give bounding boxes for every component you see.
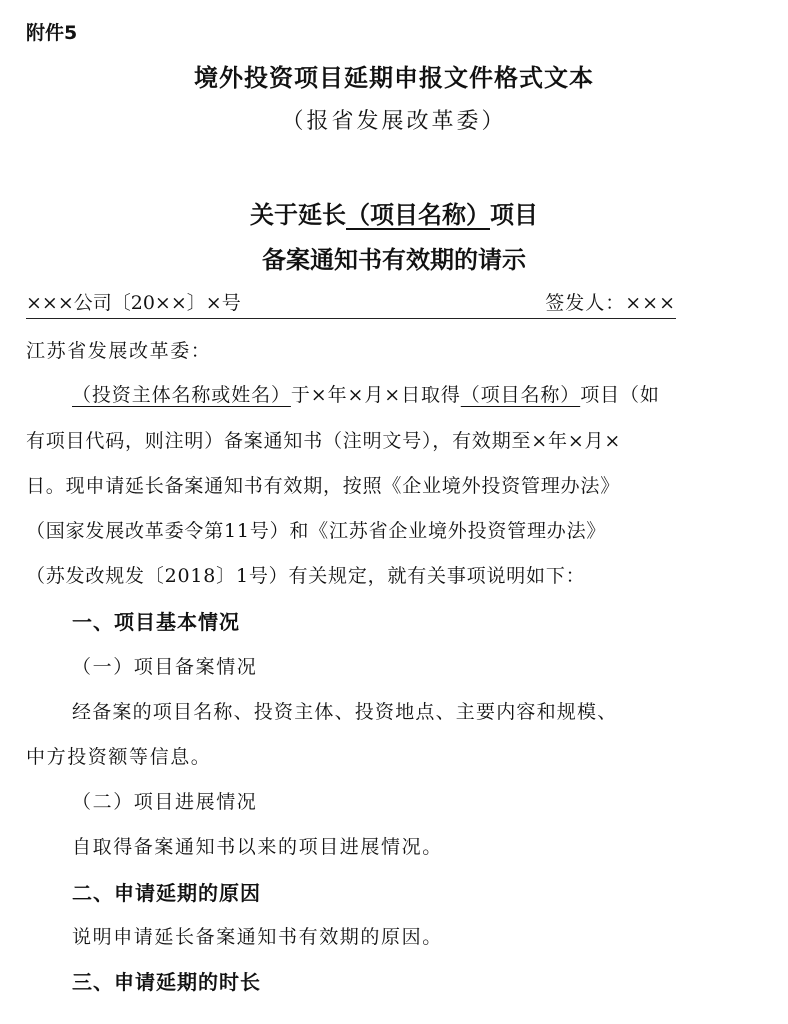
section1-sub2-line1: 自取得备案通知书以来的项目进展情况。 xyxy=(72,836,443,858)
body-line-1-mid: 于×年×月×日取得 xyxy=(290,384,461,406)
investor-name-blank: （投资主体名称或姓名） xyxy=(72,384,291,406)
section2-heading: 二、申请延期的原因 xyxy=(72,881,261,905)
addressee: 江苏省发展改革委： xyxy=(26,340,212,362)
body-line-4: （国家发展改革委令第11号）和《江苏省企业境外投资管理办法》 xyxy=(26,520,607,542)
request-title-prefix: 关于延长 xyxy=(250,201,346,229)
signer: 签发人：××× xyxy=(545,292,676,314)
section3-heading: 三、申请延期的时长 xyxy=(72,970,261,994)
sub-title: （报省发展改革委） xyxy=(281,109,507,134)
body-line-1-end: 项目（如 xyxy=(580,384,660,406)
body-line-3: 日。现申请延长备案通知书有效期，按照《企业境外投资管理办法》 xyxy=(26,475,621,497)
project-name-blank-2: （项目名称） xyxy=(460,384,581,406)
section1-heading: 一、项目基本情况 xyxy=(72,610,240,634)
body-line-5: （苏发改规发〔2018〕1号）有关规定，就有关事项说明如下： xyxy=(26,565,586,587)
body-line-1 xyxy=(72,380,752,407)
request-title-suffix: 项目 xyxy=(490,201,538,229)
section2-line1: 说明申请延长备案通知书有效期的原因。 xyxy=(72,926,443,948)
body-line-2: 有项目代码，则注明）备案通知书（注明文号），有效期至×年×月× xyxy=(26,430,622,452)
section1-sub1-line1: 经备案的项目名称、投资主体、投资地点、主要内容和规模、 xyxy=(72,701,618,723)
doc-number-row xyxy=(26,288,676,319)
main-title: 境外投资项目延期申报文件格式文本 xyxy=(194,63,594,92)
project-name-blank: （项目名称） xyxy=(346,201,490,229)
attachment-label: 附件5 xyxy=(26,22,78,44)
request-title-line1 xyxy=(0,195,788,230)
section1-sub2-heading: （二）项目进展情况 xyxy=(72,791,258,813)
doc-number: ×××公司〔20××〕×号 xyxy=(26,292,241,314)
section1-sub1-line2: 中方投资额等信息。 xyxy=(26,746,212,768)
section1-sub1-heading: （一）项目备案情况 xyxy=(72,656,258,678)
request-title-line2: 备案通知书有效期的请示 xyxy=(262,246,526,274)
